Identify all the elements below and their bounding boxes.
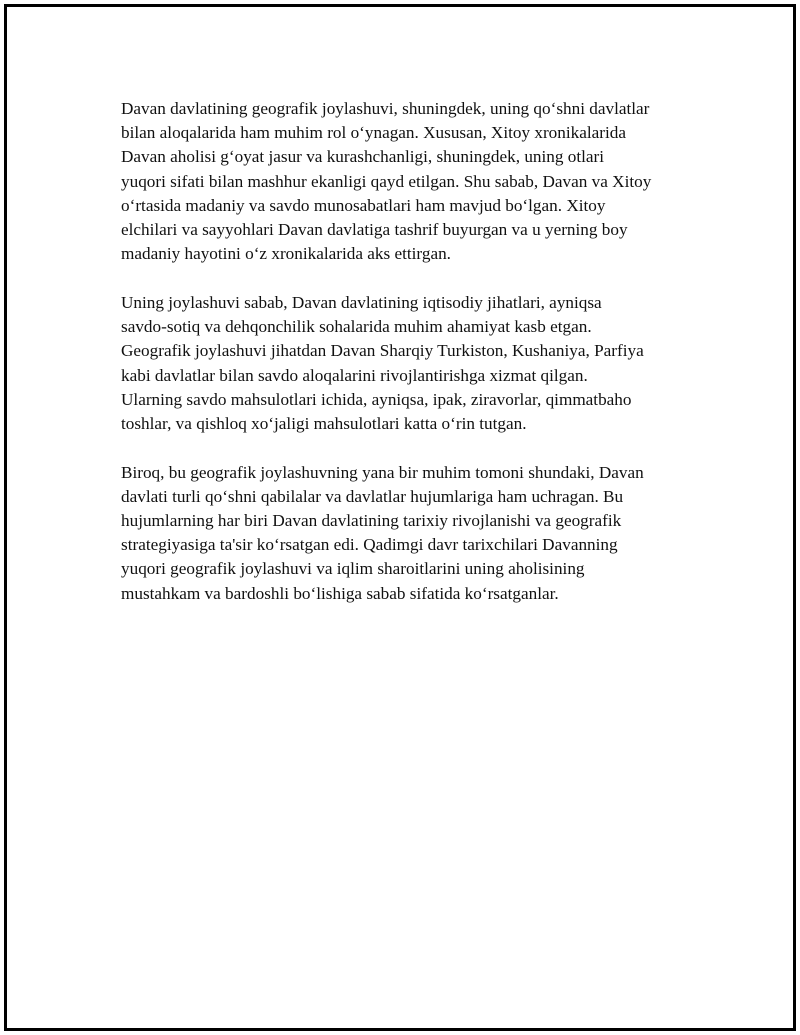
text-line: yuqori sifati bilan mashhur ekanligi qayd etilgan. Shu sabab, Davan va Xitoy [121, 171, 652, 191]
text-line: strategiyasiga ta'sir ko‘rsatgan edi. Qadimgi davr tarixchilari Davanning [121, 535, 618, 555]
text-line: mustahkam va bardoshli bo‘lishiga sabab sifatida ko‘rsatganlar. [121, 583, 559, 603]
text-line: kabi davlatlar bilan savdo aloqalarini rivojlantirishga xizmat qilgan. [121, 365, 588, 385]
text-line: o‘rtasida madaniy va savdo munosabatlari ham mavjud bo‘lgan. Xitoy [121, 195, 606, 215]
text-line: Davan davlatining geografik joylashuvi, shuningdek, uning qo‘shni davlatlar [121, 99, 650, 118]
document-body [121, 97, 701, 630]
text-line: elchilari va sayyohlari Davan davlatiga tashrif buyurgan va u yerning boy [121, 220, 628, 240]
text-line: savdo-sotiq va dehqonchilik sohalarida muhim ahamiyat kasb etgan. [121, 317, 592, 337]
paragraph-2 [121, 291, 701, 436]
paragraph-1 [121, 97, 701, 266]
document-page [4, 4, 796, 1031]
text-line: Davan aholisi g‘oyat jasur va kurashchanligi, shuningdek, uning otlari [121, 147, 605, 167]
text-line: Geografik joylashuvi jihatdan Davan Sharqiy Turkiston, Kushaniya, Parfiya [121, 341, 644, 361]
text-line: Ularning savdo mahsulotlari ichida, ayniqsa, ipak, ziravorlar, qimmatbaho [121, 389, 632, 409]
text-line: Biroq, bu geografik joylashuvning yana bir muhim tomoni shundaki, Davan [121, 462, 644, 482]
text-line: Uning joylashuvi sabab, Davan davlatining iqtisodiy jihatlari, ayniqsa [121, 292, 602, 312]
text-line: madaniy hayotini o‘z xronikalarida aks ettirgan. [121, 244, 451, 264]
paragraph-3 [121, 461, 701, 606]
text-line: hujumlarning har biri Davan davlatining tarixiy rivojlanishi va geografik [121, 511, 622, 531]
text-line: toshlar, va qishloq xo‘jaligi mahsulotlari katta o‘rin tutgan. [121, 413, 527, 433]
text-line: davlati turli qo‘shni qabilalar va davlatlar hujumlariga ham uchragan. Bu [121, 486, 624, 506]
text-line: yuqori geografik joylashuvi va iqlim sharoitlarini uning aholisining [121, 559, 585, 579]
text-line: bilan aloqalarida ham muhim rol o‘ynagan. Xususan, Xitoy xronikalarida [121, 123, 626, 143]
